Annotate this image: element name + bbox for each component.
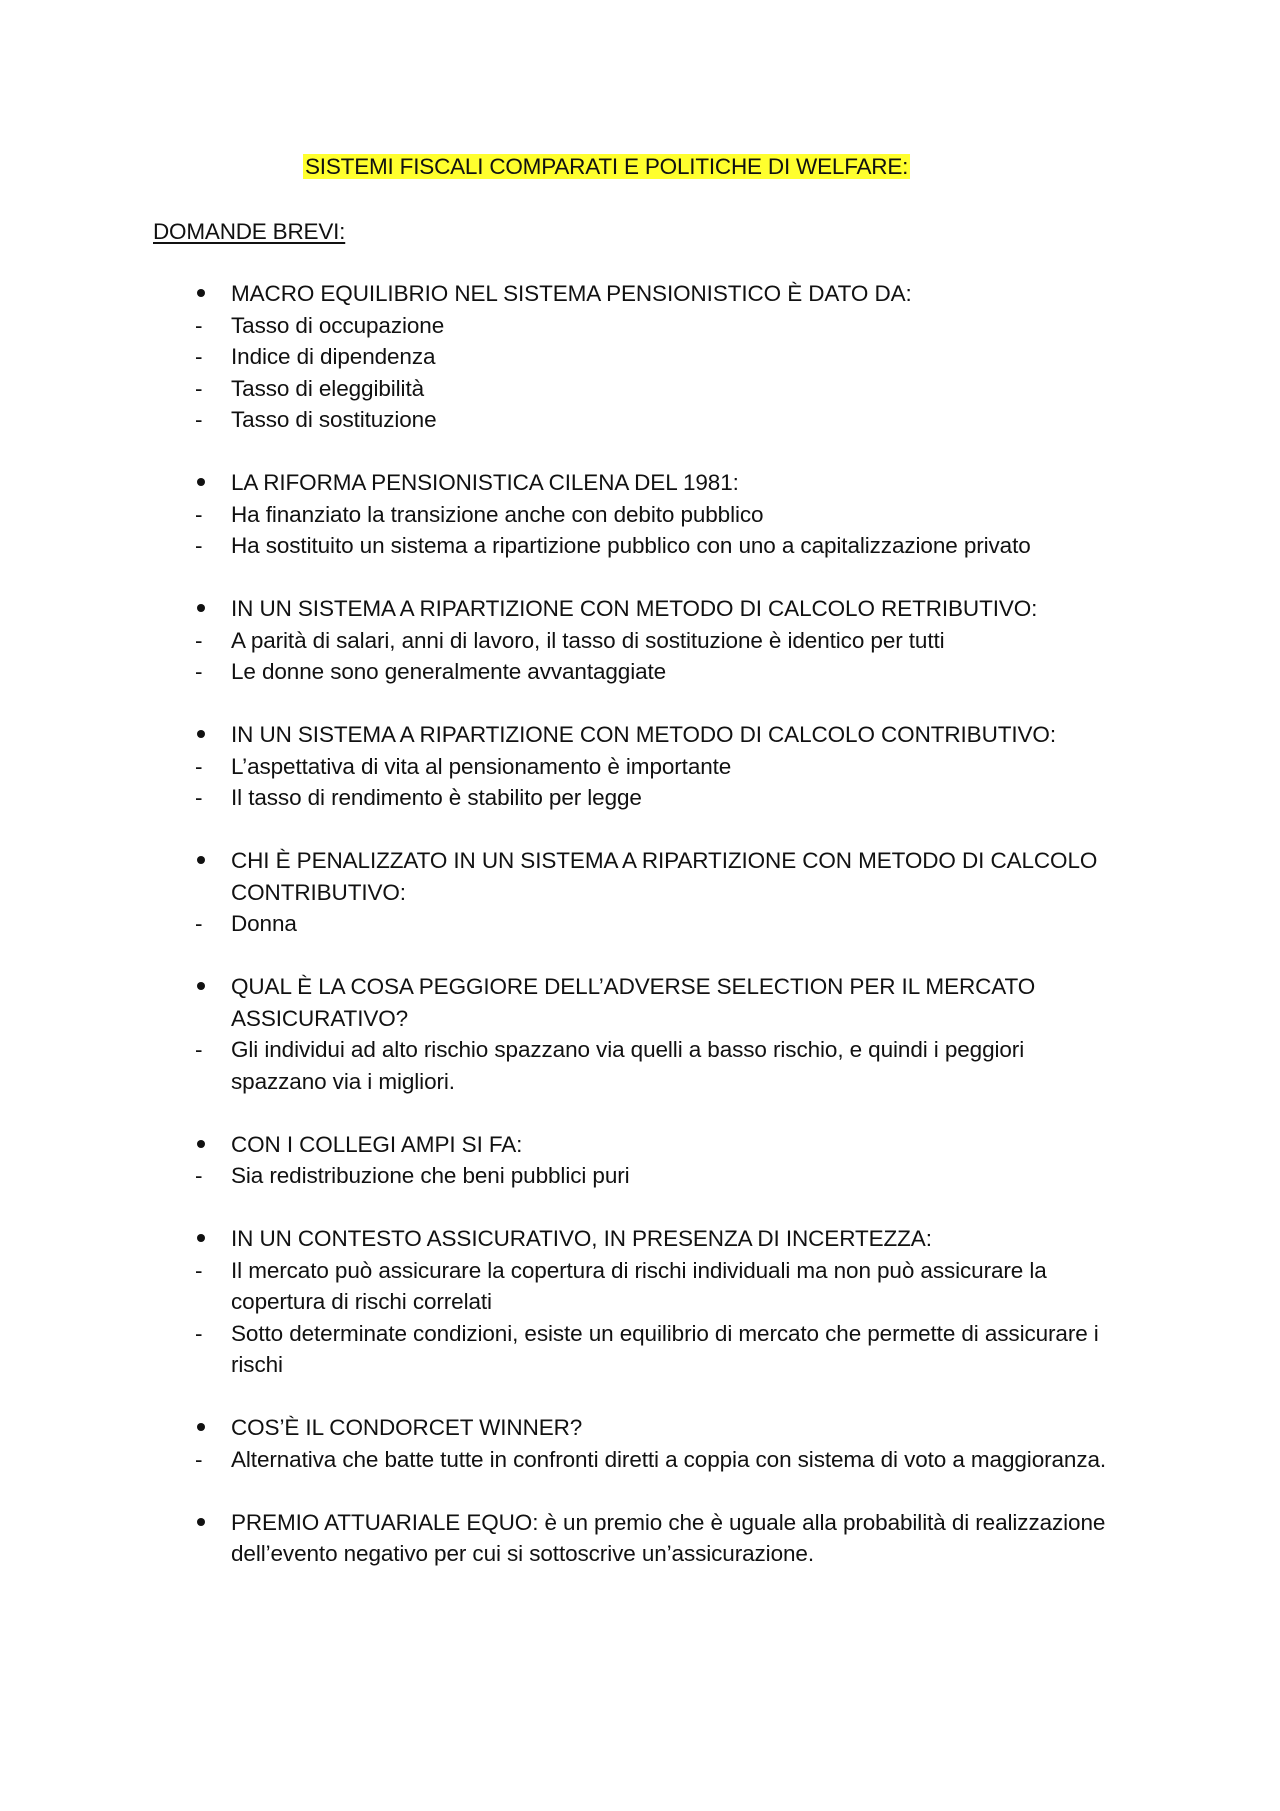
question-block — [0, 278, 1280, 436]
bullet-icon — [197, 1140, 205, 1148]
answer-item — [0, 908, 1111, 940]
answer-text: Sotto determinate condizioni, esiste un equilibrio di mercato che permette di assicurare i rischi — [231, 1320, 1099, 1377]
answer-item — [0, 530, 1111, 562]
dash-marker: - — [195, 659, 203, 684]
bullet-icon — [197, 1518, 205, 1526]
bullet-icon — [197, 982, 205, 990]
question-label: IN UN SISTEMA A RIPARTIZIONE CON METODO DI CALCOLO CONTRIBUTIVO: — [231, 722, 1056, 747]
question-label: CON I COLLEGI AMPI SI FA: — [231, 1131, 523, 1157]
answer-item — [0, 373, 1111, 405]
question-block — [0, 971, 1280, 1097]
answer-text: Ha sostituito un sistema a ripartizione pubblico con uno a capitalizzazione privato — [231, 533, 1031, 558]
question-label: PREMIO ATTUARIALE EQUO: è un premio che è uguale alla probabilità di realizzazione dell’evento negativo per cui si sottoscrive un’assicurazione. — [231, 1509, 1106, 1566]
question-text — [0, 593, 1111, 625]
answer-text: A parità di salari, anni di lavoro, il tasso di sostituzione è identico per tutti — [231, 627, 945, 653]
question-text — [0, 1223, 1111, 1255]
question-label: CHI È PENALIZZATO IN UN SISTEMA A RIPARTIZIONE CON METODO DI CALCOLO CONTRIBUTIVO: — [231, 848, 1098, 905]
question-text — [0, 719, 1111, 751]
dash-marker: - — [195, 501, 203, 527]
answer-item — [0, 1034, 1111, 1097]
answer-text: Il tasso di rendimento è stabilito per legge — [231, 785, 642, 810]
dash-marker: - — [195, 911, 203, 936]
dash-marker: - — [195, 753, 203, 779]
question-label: IN UN SISTEMA A RIPARTIZIONE CON METODO DI CALCOLO RETRIBUTIVO: — [231, 596, 1038, 621]
answer-text: Indice di dipendenza — [231, 344, 436, 369]
question-label: QUAL È LA COSA PEGGIORE DELL’ADVERSE SELECTION PER IL MERCATO ASSICURATIVO? — [231, 974, 1036, 1031]
dash-marker: - — [195, 1163, 203, 1188]
question-label: COS’È IL CONDORCET WINNER? — [231, 1415, 583, 1440]
dash-marker: - — [195, 407, 203, 432]
answer-text: Il mercato può assicurare la copertura di rischi individuali ma non può assicurare la copertura di rischi correlati — [231, 1257, 1047, 1314]
answer-item — [0, 656, 1111, 688]
question-block — [0, 845, 1280, 940]
question-label: IN UN CONTESTO ASSICURATIVO, IN PRESENZA DI INCERTEZZA: — [231, 1226, 932, 1251]
answer-item — [0, 310, 1111, 342]
question-text — [0, 1412, 1111, 1444]
question-block — [0, 719, 1280, 814]
title-container — [303, 151, 910, 183]
answer-text: Tasso di sostituzione — [231, 407, 437, 432]
bullet-icon — [197, 604, 205, 612]
dash-marker: - — [195, 344, 203, 369]
bullet-icon — [197, 289, 205, 297]
question-text — [0, 845, 1111, 908]
question-text — [0, 467, 1111, 499]
dash-marker: - — [195, 1037, 203, 1062]
answer-text: Alternativa che batte tutte in confronti diretti a coppia con sistema di voto a maggioranza. — [231, 1446, 1107, 1472]
question-text — [0, 971, 1111, 1034]
bullet-icon — [197, 1423, 205, 1431]
answer-item — [0, 751, 1111, 783]
question-block — [0, 593, 1280, 688]
answer-item — [0, 341, 1111, 373]
answer-item — [0, 404, 1111, 436]
dash-marker: - — [195, 312, 203, 338]
answer-text: Donna — [231, 911, 297, 936]
question-block — [0, 467, 1280, 562]
dash-marker: - — [195, 627, 203, 653]
answer-text: Gli individui ad alto rischio spazzano via quelli a basso rischio, e quindi i peggiori spazzano via i migliori. — [231, 1037, 1025, 1094]
question-text — [0, 1507, 1111, 1570]
answer-item — [0, 1255, 1111, 1318]
question-text — [0, 278, 1111, 310]
dash-marker: - — [195, 1320, 203, 1346]
answer-item — [0, 625, 1111, 657]
answer-text: L’aspettativa di vita al pensionamento è importante — [231, 753, 732, 779]
question-list — [0, 278, 1280, 1601]
bullet-icon — [197, 856, 205, 864]
answer-text: Sia redistribuzione che beni pubblici puri — [231, 1163, 630, 1188]
bullet-icon — [197, 1234, 205, 1242]
answer-text: Tasso di eleggibilità — [231, 375, 425, 401]
bullet-icon — [197, 478, 205, 486]
answer-text: Tasso di occupazione — [231, 312, 445, 338]
question-block — [0, 1223, 1280, 1381]
document-title: SISTEMI FISCALI COMPARATI E POLITICHE DI WELFARE: — [305, 154, 909, 179]
answer-item — [0, 1160, 1111, 1192]
dash-marker: - — [195, 375, 203, 401]
answer-item — [0, 782, 1111, 814]
answer-item — [0, 1318, 1111, 1381]
question-block — [0, 1507, 1280, 1570]
question-label: MACRO EQUILIBRIO NEL SISTEMA PENSIONISTICO È DATO DA: — [231, 281, 912, 306]
dash-marker: - — [195, 1446, 203, 1472]
answer-text: Ha finanziato la transizione anche con debito pubblico — [231, 501, 764, 527]
question-block — [0, 1412, 1280, 1475]
question-text — [0, 1129, 1111, 1161]
section-heading: DOMANDE BREVI: — [153, 219, 346, 244]
answer-item — [0, 1444, 1111, 1476]
question-block — [0, 1129, 1280, 1192]
answer-item — [0, 499, 1111, 531]
dash-marker: - — [195, 1257, 203, 1283]
bullet-icon — [197, 730, 205, 738]
question-label: LA RIFORMA PENSIONISTICA CILENA DEL 1981: — [231, 470, 739, 495]
answer-text: Le donne sono generalmente avvantaggiate — [231, 659, 667, 684]
dash-marker: - — [195, 785, 203, 810]
dash-marker: - — [195, 533, 203, 558]
